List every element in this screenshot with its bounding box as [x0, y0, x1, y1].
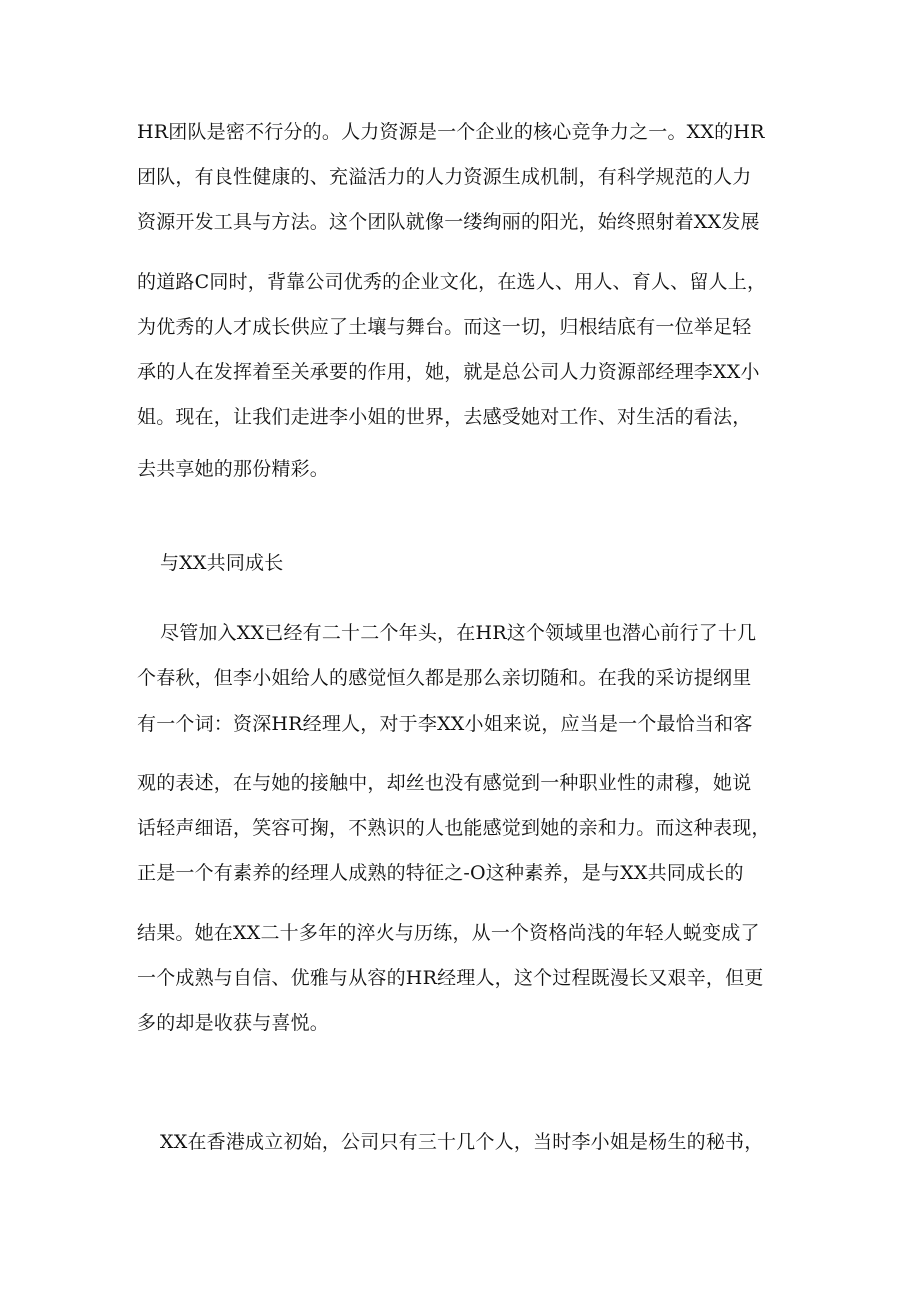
paragraph-3-line-1: XX在香港成立初始，公司只有三十几个人，当时李小姐是杨生的秘书， [160, 1131, 764, 1153]
paragraph-2-line-6: 正是一个有素养的经理人成熟的特征之-O这种素养，是与XX共同成长的 [137, 862, 744, 884]
paragraph-1-line-1: HR团队是密不行分的。人力资源是一个企业的核心竞争力之一。XX的HR [137, 121, 765, 143]
section-heading: 与XX共同成长 [160, 552, 284, 574]
paragraph-2-line-8: 一个成熟与自信、优雅与从容的HR经理人，这个过程既漫长又艰辛，但更 [137, 967, 764, 989]
paragraph-2-line-7: 结果。她在XX二十多年的淬火与历练，从一个资格尚浅的年轻人蜕变成了 [137, 922, 760, 944]
paragraph-1-line-5: 为优秀的人才成长供应了土壤与舞台。而这一切，归根结底有一位举足轻 [137, 316, 752, 338]
paragraph-1-line-3: 资源开发工具与方法。这个团队就像一缕绚丽的阳光，始终照射着XX发展 [137, 211, 760, 233]
paragraph-1-line-8: 去共享她的那份精彩。 [137, 458, 330, 480]
paragraph-2-line-1: 尽管加入XX已经有二十二个年头，在HR这个领域里也潜心前行了十几 [160, 622, 757, 644]
paragraph-1-line-7: 姐。现在，让我们走进李小姐的世界，去感受她对工作、对生活的看法， [137, 406, 752, 428]
paragraph-2-line-2: 个春秋，但李小姐给人的感觉恒久都是那么亲切随和。在我的采访提纲里 [137, 667, 752, 689]
paragraph-1-line-4: 的道路C同时，背靠公司优秀的企业文化，在选人、用人、育人、留人上， [137, 271, 767, 293]
paragraph-2-line-5: 话轻声细语，笑容可掬，不熟识的人也能感觉到她的亲和力。而这种表现， [137, 817, 771, 839]
paragraph-1-line-2: 团队，有良性健康的、充溢活力的人力资源生成机制，有科学规范的人力 [137, 166, 752, 188]
paragraph-2-line-9: 多的却是收获与喜悦。 [137, 1012, 330, 1034]
paragraph-2-line-4: 观的表述，在与她的接触中，却丝也没有感觉到一种职业性的肃穆，她说 [137, 772, 752, 794]
paragraph-1-line-6: 承的人在发挥着至关承要的作用，她，就是总公司人力资源部经理李XX小 [137, 361, 760, 383]
paragraph-2-line-3: 有一个词：资深HR经理人，对于李XX小姐来说，应当是一个最恰当和客 [137, 713, 753, 735]
